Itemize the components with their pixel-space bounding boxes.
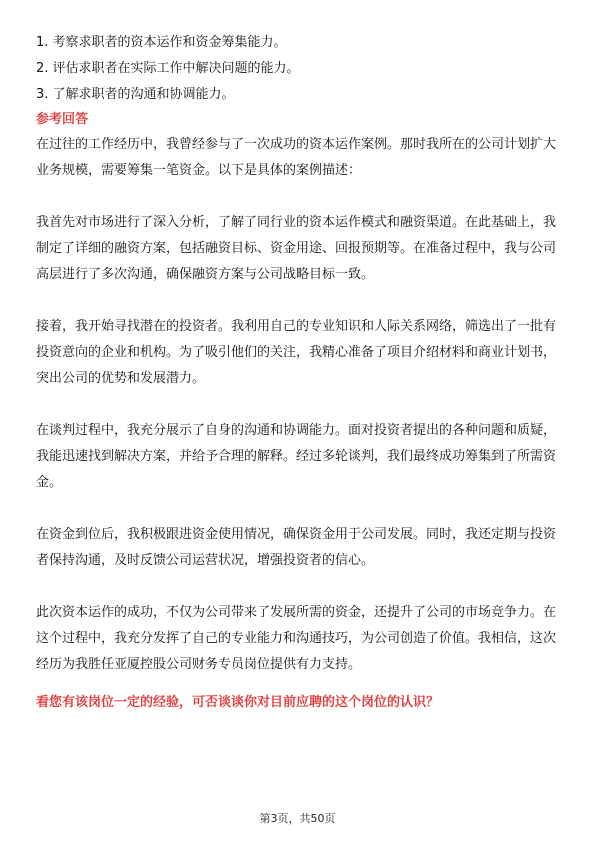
page-content xyxy=(36,30,566,714)
list-item: 3. 了解求职者的沟通和协调能力。 xyxy=(36,87,235,102)
answer-paragraph: 在资金到位后，我积极跟进资金使用情况，确保资金用于公司发展。同时，我还定期与投资者保持沟通，及时反馈公司运营状况，增强投资者的信心。 xyxy=(36,527,557,568)
list-item: 2. 评估求职者在实际工作中解决问题的能力。 xyxy=(36,61,300,76)
answer-paragraph: 此次资本运作的成功，不仅为公司带来了发展所需的资金，还提升了公司的市场竞争力。在这个过程中，我充分发挥了自己的专业能力和沟通技巧，为公司创造了价值。我相信，这次经历为我胜任亚厦控股公司财务专员岗位提供有力支持。 xyxy=(36,605,557,672)
answer-paragraph: 在谈判过程中，我充分展示了自身的沟通和协调能力。面对投资者提出的各种问题和质疑，我能迅速找到解决方案，并给予合理的解释。经过多轮谈判，我们最终成功筹集到了所需资金。 xyxy=(36,423,557,490)
answer-paragraph: 在过往的工作经历中，我曾经参与了一次成功的资本运作案例。那时我所在的公司计划扩大业务规模，需要筹集一笔资金。以下是具体的案例描述： xyxy=(36,137,557,178)
answer-heading: 参考回答 xyxy=(36,112,89,127)
answer-paragraph: 接着，我开始寻找潜在的投资者。我利用自己的专业知识和人际关系网络，筛选出了一批有投资意向的企业和机构。为了吸引他们的关注，我精心准备了项目介绍材料和商业计划书，突出公司的优势和发展潜力。 xyxy=(36,319,557,386)
list-item: 1. 考察求职者的资本运作和资金筹集能力。 xyxy=(36,35,287,50)
page-footer: 第3页，共50页 xyxy=(259,812,336,825)
next-question: 看您有该岗位一定的经验，可否谈谈你对目前应聘的这个岗位的认识？ xyxy=(36,695,440,710)
answer-paragraph: 我首先对市场进行了深入分析，了解了同行业的资本运作模式和融资渠道。在此基础上，我制定了详细的融资方案，包括融资目标、资金用途、回报预期等。在准备过程中，我与公司高层进行了多次沟通，确保融资方案与公司战略目标一致。 xyxy=(36,215,557,282)
